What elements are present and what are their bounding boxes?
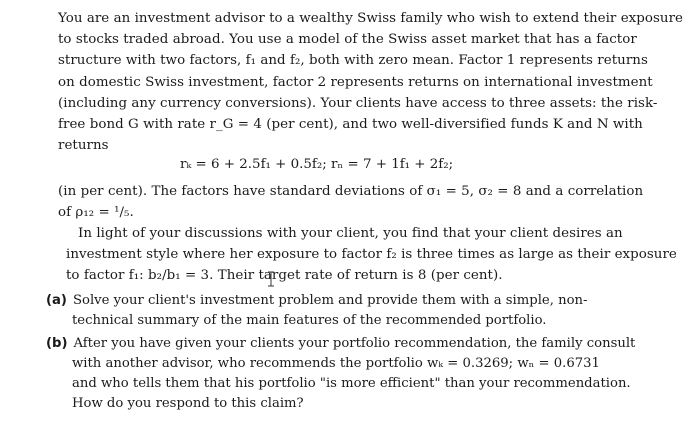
returns-formula: rₖ = 6 + 2.5f₁ + 0.5f₂; rₙ = 7 + 1f₁ + 2f₂; [180,157,454,172]
question-b-line: After you have given your clients your portfolio recommendation, the family consult [73,336,636,351]
preference-line: In light of your discussions with your client, you find that your client desires an [78,226,623,241]
preference-line: investment style where her exposure to factor f₂ is three times as large as their exposure [66,247,677,263]
preference-line: to factor f₁: b₂/b₁ = 3. Their target rate of return is 8 (per cent). [66,268,503,284]
question-b-line: and who tells them that his portfolio "is more efficient" than your recommendation. [72,376,631,391]
question-b [46,334,656,414]
question-b-label: (b) [46,336,68,351]
client-preference-paragraph [66,223,677,287]
question-b-line: How do you respond to this claim? [72,396,304,411]
question-a-label: (a) [46,293,67,308]
intro-line: You are an investment advisor to a wealthy Swiss family who wish to extend their exposure [58,11,684,26]
text-cursor-icon [266,271,276,287]
intro-line: free bond G with rate r_G = 4 (per cent), and two well-diversified funds K and N with [58,117,643,133]
problem-intro-paragraph [58,8,684,156]
question-a [46,291,656,331]
intro-line: returns [58,138,109,154]
factor-stats-paragraph [58,181,658,223]
stats-line: of ρ₁₂ = ¹/₅. [58,205,134,221]
question-b-line: with another advisor, who recommends the portfolio wₖ = 0.3269; wₙ = 0.6731 [72,356,600,371]
intro-line: on domestic Swiss investment, factor 2 represents returns on international investment [58,74,653,90]
question-a-line: Solve your client's investment problem and provide them with a simple, non- [72,293,588,308]
question-a-line: technical summary of the main features of the recommended portfolio. [72,313,547,328]
stats-line: (in per cent). The factors have standard deviations of σ₁ = 5, σ₂ = 8 and a correlation [58,184,644,199]
intro-line: structure with two factors, f₁ and f₂, both with zero mean. Factor 1 represents returns [58,53,648,69]
intro-line: (including any currency conversions). Your clients have access to three assets: the risk- [58,95,658,111]
intro-line: to stocks traded abroad. You use a model of the Swiss asset market that has a factor [58,32,637,48]
